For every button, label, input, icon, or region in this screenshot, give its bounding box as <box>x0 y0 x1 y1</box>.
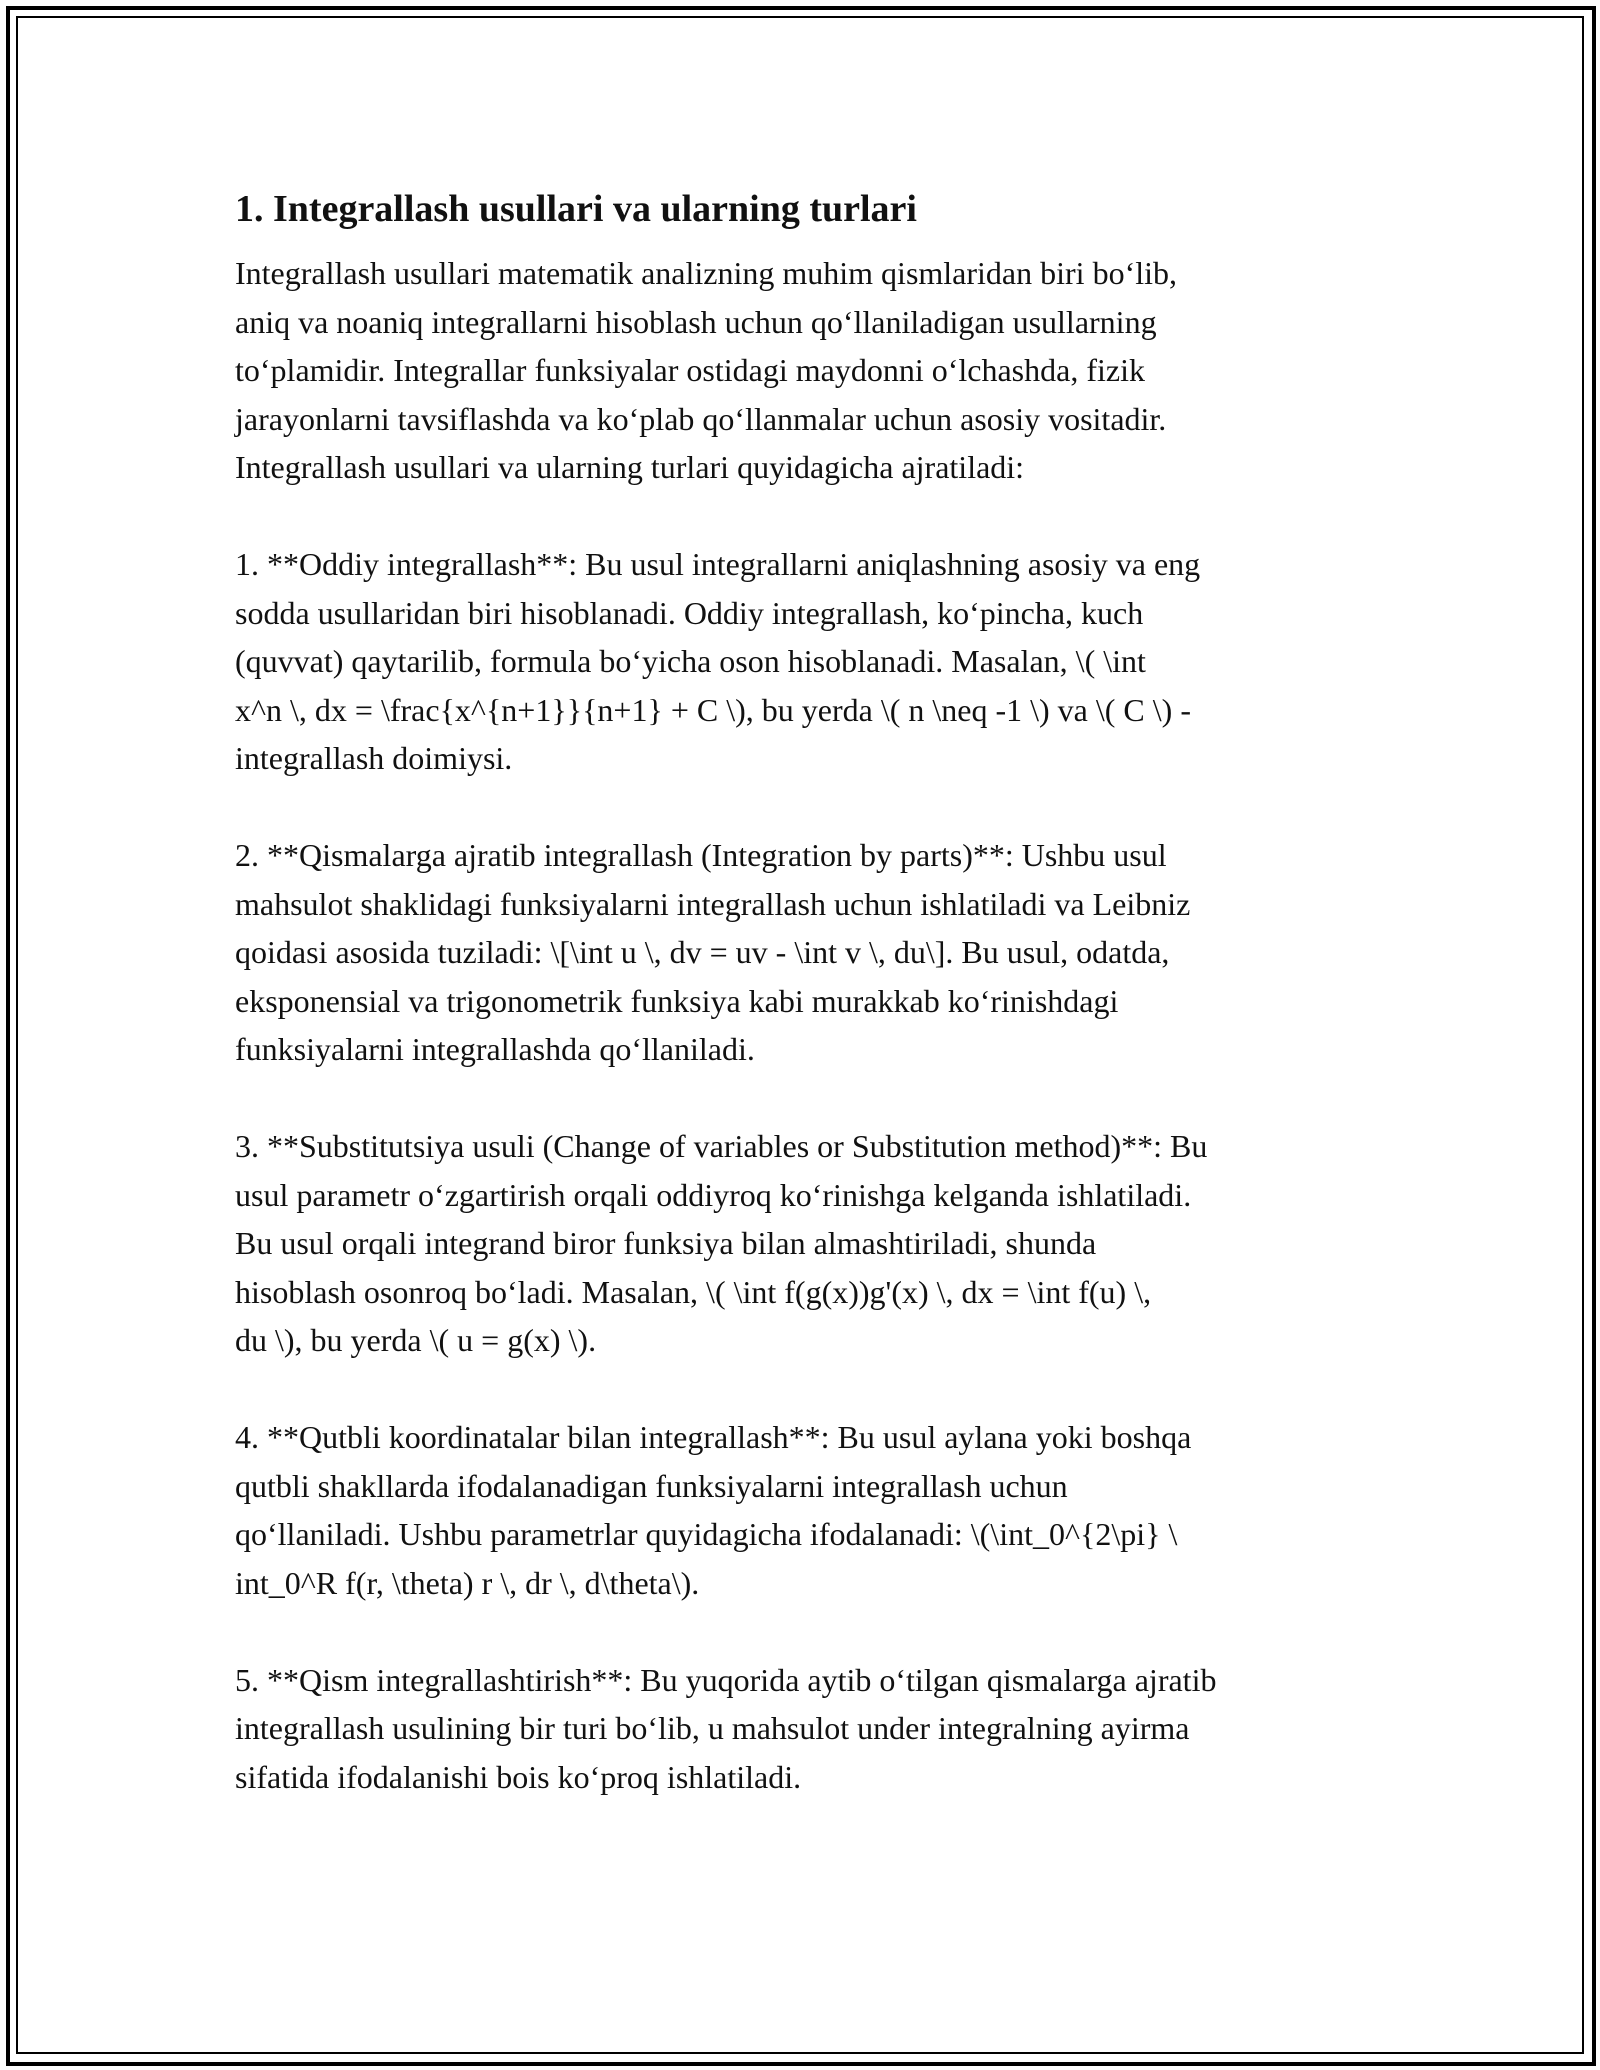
section-heading: 1. Integrallash usullari va ularning turlari <box>235 188 917 230</box>
list-item-qismalarga-ajratib: 2. **Qismalarga ajratib integrallash (Integration by parts)**: Ushbu usul mahsulot shaklidagi funksiyalarni integrallash uchun ishlatiladi va Leibniz qoidasi asosida tuziladi: \[\int u \, dv = uv - \int v \, du\]. Bu usul, odatda, eksponensial va trigonometrik funksiya kabi murakkab ko‘rinishdagi funksiyalarni integrallashda qo‘llaniladi. <box>235 837 1191 1067</box>
list-item-oddiy-integrallash: 1. **Oddiy integrallash**: Bu usul integrallarni aniqlashning asosiy va eng sodda usullaridan biri hisoblanadi. Oddiy integrallash, ko‘pincha, kuch (quvvat) qaytarilib, formula bo‘yicha oson hisoblanadi. Masalan, \( \int x^n \, dx = \frac{x^{n+1}}{n+1} + C \), bu yerda \( n \neq -1 \) va \( C \) - integrallash doimiysi. <box>235 546 1201 776</box>
list-item-substitutsiya: 3. **Substitutsiya usuli (Change of variables or Substitution method)**: Bu usul parametr o‘zgartirish orqali oddiyroq ko‘rinishga kelganda ishlatiladi. Bu usul orqali integrand biror funksiya bilan almashtiriladi, shunda hisoblash osonroq bo‘ladi. Masalan, \( \int f(g(x))g'(x) \, dx = \int f(u) \, du \), bu yerda \( u = g(x) \). <box>235 1128 1208 1358</box>
document-body <box>235 185 1385 1850</box>
intro-paragraph: Integrallash usullari matematik analizning muhim qismlaridan biri bo‘lib, aniq va noaniq integrallarni hisoblash uchun qo‘llaniladigan usullarning to‘plamidir. Integrallar funksiyalar ostidagi maydonni o‘lchashda, fizik jarayonlarni tavsiflashda va ko‘plab qo‘llanmalar uchun asosiy vositadir. Integrallash usullari va ularning turlari quyidagicha ajratiladi: <box>235 255 1177 485</box>
list-item-qutbli-koordinatalar: 4. **Qutbli koordinatalar bilan integrallash**: Bu usul aylana yoki boshqa qutbli shakllarda ifodalanadigan funksiyalarni integrallash uchun qo‘llaniladi. Ushbu parametrlar quyidagicha ifodalanadi: \(\int_0^{2\pi} \ int_0^R f(r, \theta) r \, dr \, d\theta\). <box>235 1419 1192 1601</box>
list-item-qism-integrallashtirish: 5. **Qism integrallashtirish**: Bu yuqorida aytib o‘tilgan qismalarga ajratib integrallash usulining bir turi bo‘lib, u mahsulot under integralning ayirma sifatida ifodalanishi bois ko‘proq ishlatiladi. <box>235 1661 1217 1795</box>
